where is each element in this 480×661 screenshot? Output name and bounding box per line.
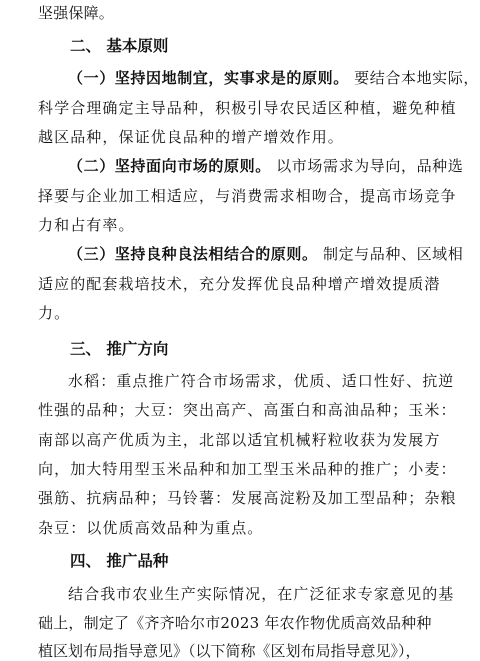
paragraph-line: 性强的品种；大豆：突出高产、高蛋白和高油品种；玉米： [38,401,457,419]
section-heading-basic-principles: 二、 基本原则 [70,37,169,55]
paragraph-line: 择要与企业加工相适应，与消费需求相吻合，提高市场竞争 [38,187,457,205]
paragraph-line: 越区品种，保证优良品种的增产增效作用。 [38,128,344,146]
paragraph-line: 强筋、抗病品种；马铃薯：发展高淀粉及加工型品种；杂粮 [38,489,457,507]
principle-1-text: 要结合本地实际， [348,69,479,87]
principle-2-text: 以市场需求为导向，品种选 [270,157,464,175]
paragraph-line: 力和占有率。 [38,216,135,234]
section-heading-promoted-varieties: 四、 推广品种 [70,552,169,570]
paragraph-line: 水稻：重点推广符合市场需求，优质、适口性好、抗逆 [68,372,455,390]
principle-3-title: （三）坚持良种良法相结合的原则。 [68,245,318,263]
continued-text-line: 坚强保障。 [38,4,115,22]
paragraph-line: 力。 [38,304,71,322]
principle-1-title: （一）坚持因地制宜，实事求是的原则。 [68,69,349,87]
principle-2-title: （二）坚持面向市场的原则。 [68,157,271,175]
paragraph-line: 础上，制定了《齐齐哈尔市2023 年农作物优质高效品种种 [38,614,432,632]
paragraph-line: 适应的配套栽培技术，充分发挥优良品种增产增效提质潜 [38,275,441,293]
principle-1-first-line [68,68,480,88]
section-heading-promotion-direction: 三、 推广方向 [70,340,169,358]
paragraph-line: 科学合理确定主导品种，积极引导农民适区种植，避免种植 [38,99,457,117]
paragraph-line: 向，加大特用型玉米品种和加工型玉米品种的推广；小麦： [38,460,457,478]
principle-3-first-line [68,244,480,264]
principle-3-text: 制定与品种、区域相 [317,245,464,263]
paragraph-line: 杂豆：以优质高效品种为重点。 [38,519,264,537]
paragraph-line: 植区划布局指导意见》（以下简称《区划布局指导意见》）， [38,642,421,660]
paragraph-line: 南部以高产优质为主，北部以适宜机械籽粒收获为发展方 [38,431,441,449]
principle-2-first-line [68,156,480,176]
paragraph-line: 结合我市农业生产实际情况，在广泛征求专家意见的基 [68,585,455,603]
